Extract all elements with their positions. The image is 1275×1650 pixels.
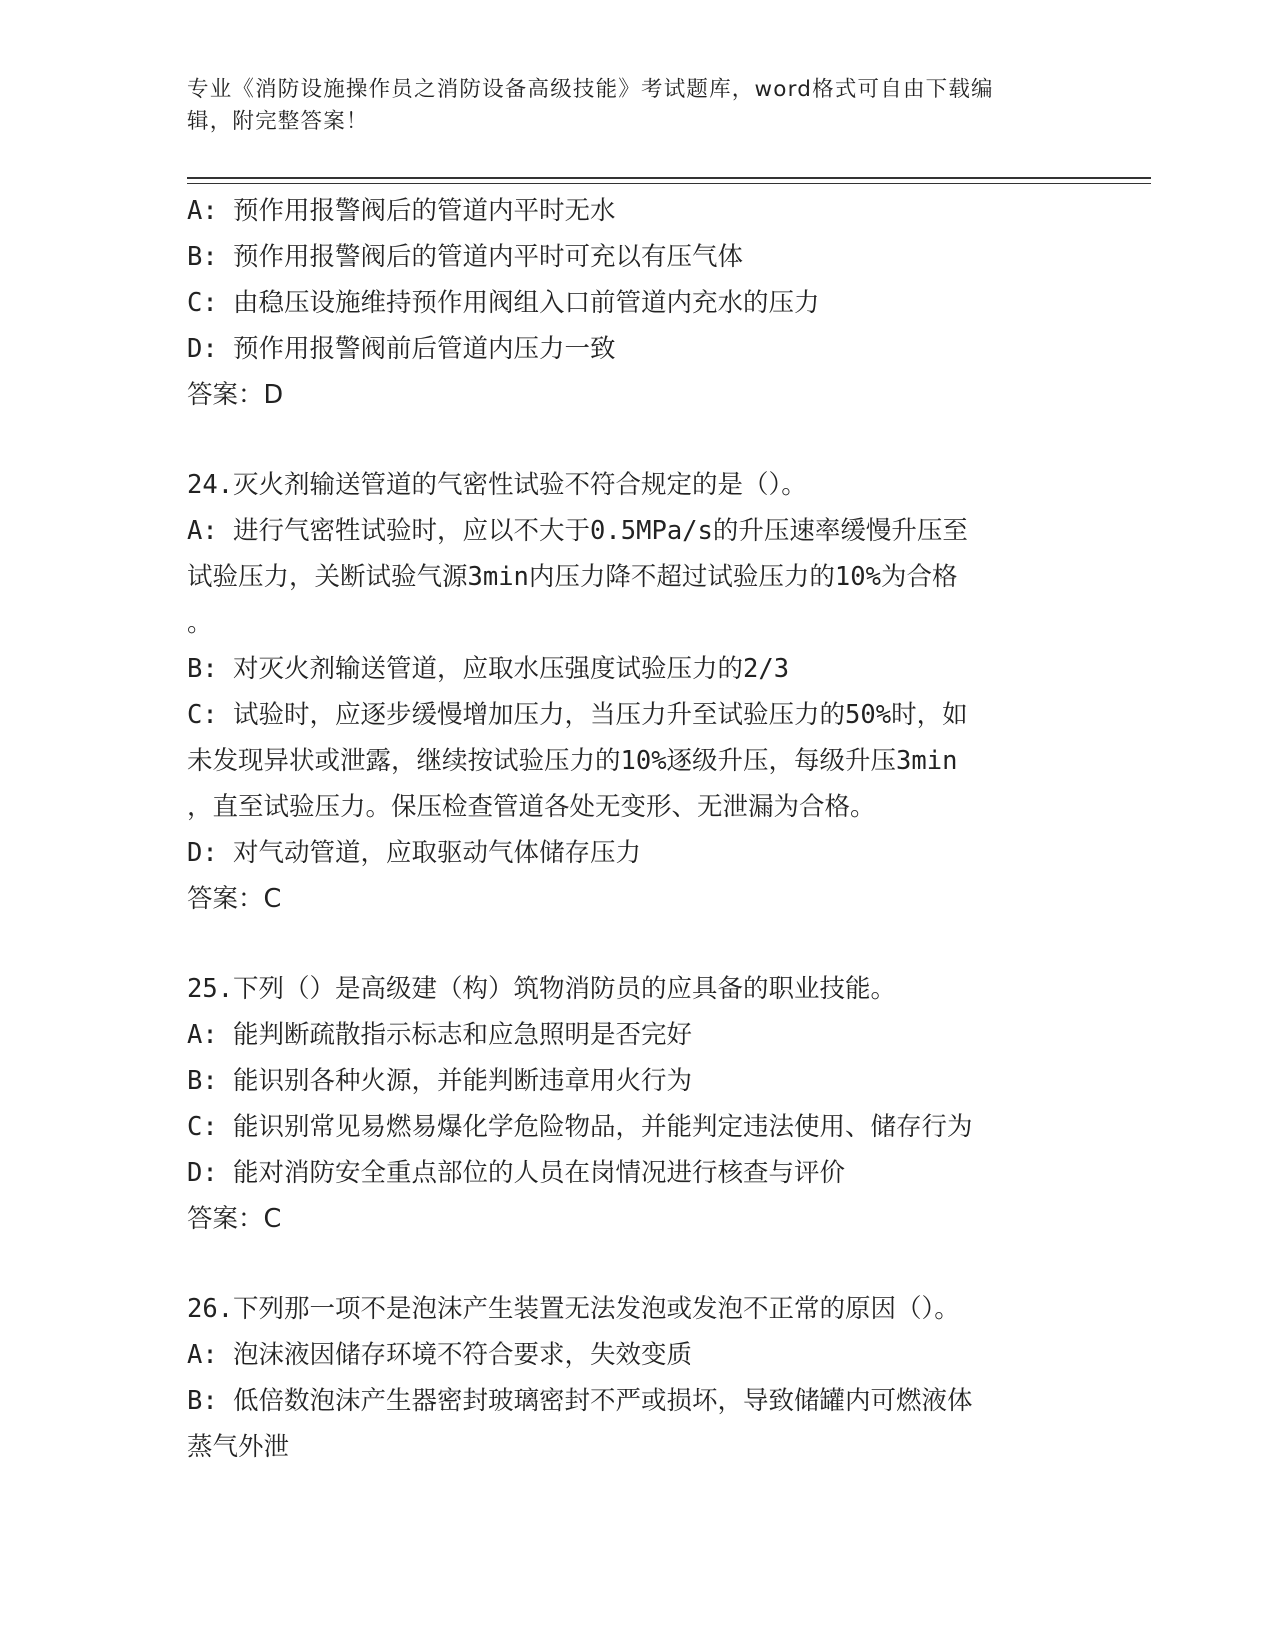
- q26-option-b-line-1: B: 低倍数泡沫产生器密封玻璃密封不严或损坏，导致储罐内可燃液体: [187, 1386, 973, 1416]
- q24-option-c-line-3: ，直至试验压力。保压检查管道各处无变形、无泄漏为合格。: [187, 792, 876, 822]
- q25-option-b: B: 能识别各种火源，并能判断违章用火行为: [187, 1066, 693, 1096]
- header-rule-thick: [187, 177, 1151, 179]
- q25-option-a: A: 能判断疏散指示标志和应急照明是否完好: [187, 1020, 693, 1050]
- header-line-1: 专业《消防设施操作员之消防设备高级技能》考试题库，word格式可自由下载编: [187, 77, 994, 102]
- header-rule-thin: [187, 183, 1151, 184]
- q24-answer: 答案：C: [187, 884, 282, 914]
- question-gap: [187, 418, 1087, 462]
- q25-answer: 答案：C: [187, 1204, 282, 1234]
- q23-option-d: D: 预作用报警阀前后管道内压力一致: [187, 334, 616, 364]
- q26-option-a: A: 泡沫液因储存环境不符合要求，失效变质: [187, 1340, 693, 1370]
- q24-option-d: D: 对气动管道，应取驱动气体储存压力: [187, 838, 642, 868]
- q23-answer: 答案：D: [187, 380, 284, 410]
- q25-option-c: C: 能识别常见易燃易爆化学危险物品，并能判定违法使用、储存行为: [187, 1112, 973, 1142]
- q23-option-c: C: 由稳压设施维持预作用阀组入口前管道内充水的压力: [187, 288, 820, 318]
- header-line-2: 辑，附完整答案！: [187, 109, 369, 134]
- question-gap: [187, 922, 1087, 966]
- q25-option-d: D: 能对消防安全重点部位的人员在岗情况进行核查与评价: [187, 1158, 846, 1188]
- question-body: [187, 188, 1087, 1470]
- q24-option-c-line-2: 未发现异状或泄露，继续按试验压力的10%逐级升压，每级升压3min: [187, 746, 958, 776]
- q24-stem: 24.灭火剂输送管道的气密性试验不符合规定的是（）。: [187, 470, 807, 500]
- q26-option-b-line-2: 蒸气外泄: [187, 1432, 290, 1462]
- q25-stem: 25.下列（）是高级建（构）筑物消防员的应具备的职业技能。: [187, 974, 897, 1004]
- q23-option-b: B: 预作用报警阀后的管道内平时可充以有压气体: [187, 242, 744, 272]
- q23-option-a: A: 预作用报警阀后的管道内平时无水: [187, 196, 616, 226]
- q24-option-a-line-2: 试验压力，关断试验气源3min内压力降不超过试验压力的10%为合格: [187, 562, 958, 592]
- q24-option-b: B: 对灭火剂输送管道，应取水压强度试验压力的2/3: [187, 654, 790, 684]
- q24-option-c-line-1: C: 试验时，应逐步缓慢增加压力，当压力升至试验压力的50%时，如: [187, 700, 968, 730]
- q26-stem: 26.下列那一项不是泡沫产生装置无法发泡或发泡不正常的原因（）。: [187, 1294, 960, 1324]
- question-gap: [187, 1242, 1087, 1286]
- document-header: [187, 74, 1067, 138]
- q24-option-a-line-1: A: 进行气密牲试验时，应以不大于0.5MPa/s的升压速率缓慢升压至: [187, 516, 968, 546]
- q24-option-a-line-3: 。: [187, 608, 213, 638]
